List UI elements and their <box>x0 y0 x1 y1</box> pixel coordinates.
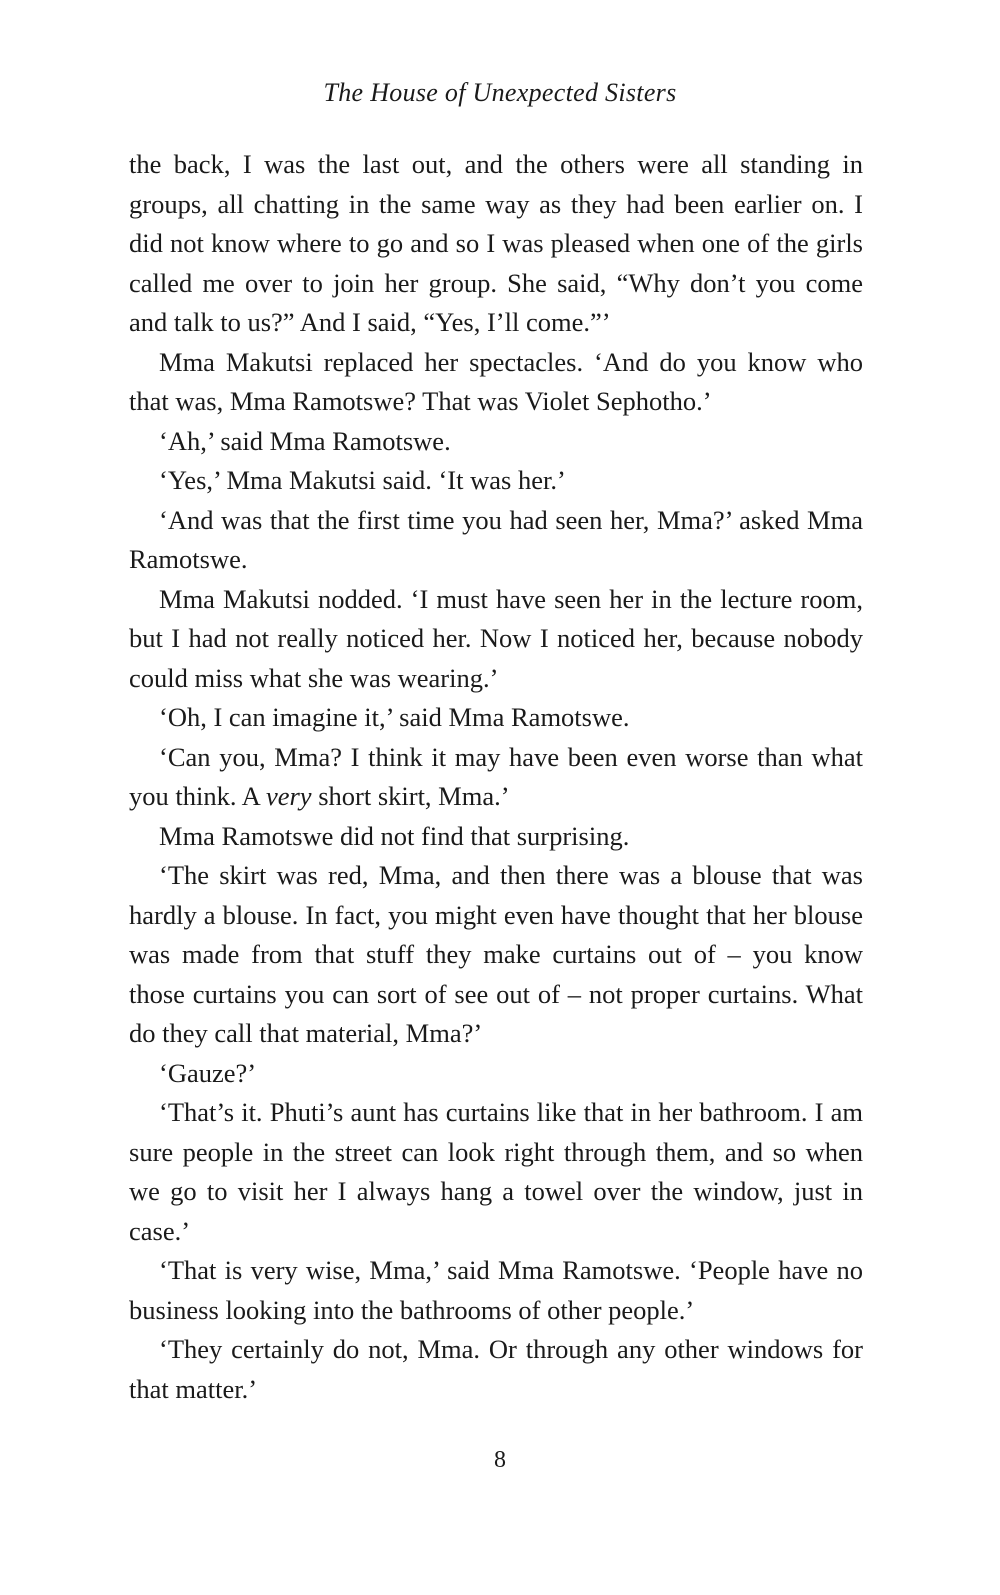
paragraph: ‘Ah,’ said Mma Ramotswe. <box>159 425 451 456</box>
paragraph: ‘And was that the first time you had seen her, Mma?’ asked Mma Ramotswe. <box>129 504 863 574</box>
paragraph: the back, I was the last out, and the others were all standing in groups, all chatting in the same way as they had been earlier on. I did not know where to go and so I was pleased when one of the girls called me over to join her group. She said, “Why don’t you come and talk to us?” And I said, “Yes, I’ll come.”’ <box>129 149 863 337</box>
paragraph: ‘Yes,’ Mma Makutsi said. ‘It was her.’ <box>159 465 566 495</box>
body-text <box>129 145 863 1409</box>
running-head: The House of Unexpected Sisters <box>323 78 677 107</box>
paragraph: ‘Gauze?’ <box>159 1057 257 1088</box>
paragraph: ‘They certainly do not, Mma. Or through any other windows for that matter.’ <box>129 1334 863 1404</box>
paragraph: Mma Ramotswe did not find that surprising. <box>159 820 630 851</box>
paragraph: Mma Makutsi replaced her spectacles. ‘And do you know who that was, Mma Ramotswe? That was Violet Sephotho.’ <box>129 346 863 416</box>
paragraph: ‘That’s it. Phuti’s aunt has curtains like that in her bathroom. I am sure people in the street can look right through them, and so when we go to visit her I always hang a towel over the window, just in case.’ <box>129 1097 863 1246</box>
paragraph: ‘Oh, I can imagine it,’ said Mma Ramotswe. <box>159 702 630 732</box>
paragraph-text: short skirt, Mma.’ <box>311 781 510 811</box>
paragraph-text: ‘Can you, Mma? I think it may have been even worse than what you think. A <box>129 741 863 811</box>
page-number: 8 <box>494 1447 506 1473</box>
paragraph: Mma Makutsi nodded. ‘I must have seen her in the lecture room, but I had not really noticed her. Now I noticed her, because nobody could miss what she was wearing.’ <box>129 583 863 693</box>
paragraph <box>129 738 863 817</box>
emphasis-text: very <box>265 781 312 811</box>
paragraph: ‘The skirt was red, Mma, and then there was a blouse that was hardly a blouse. In fact, you might even have thought that her blouse was made from that stuff they make curtains out of – you know those curtains you can sort of see out of – not proper curtains. What do they call that material, Mma?’ <box>129 860 863 1048</box>
paragraph: ‘That is very wise, Mma,’ said Mma Ramotswe. ‘People have no business looking into the bathrooms of other people.’ <box>129 1255 863 1325</box>
